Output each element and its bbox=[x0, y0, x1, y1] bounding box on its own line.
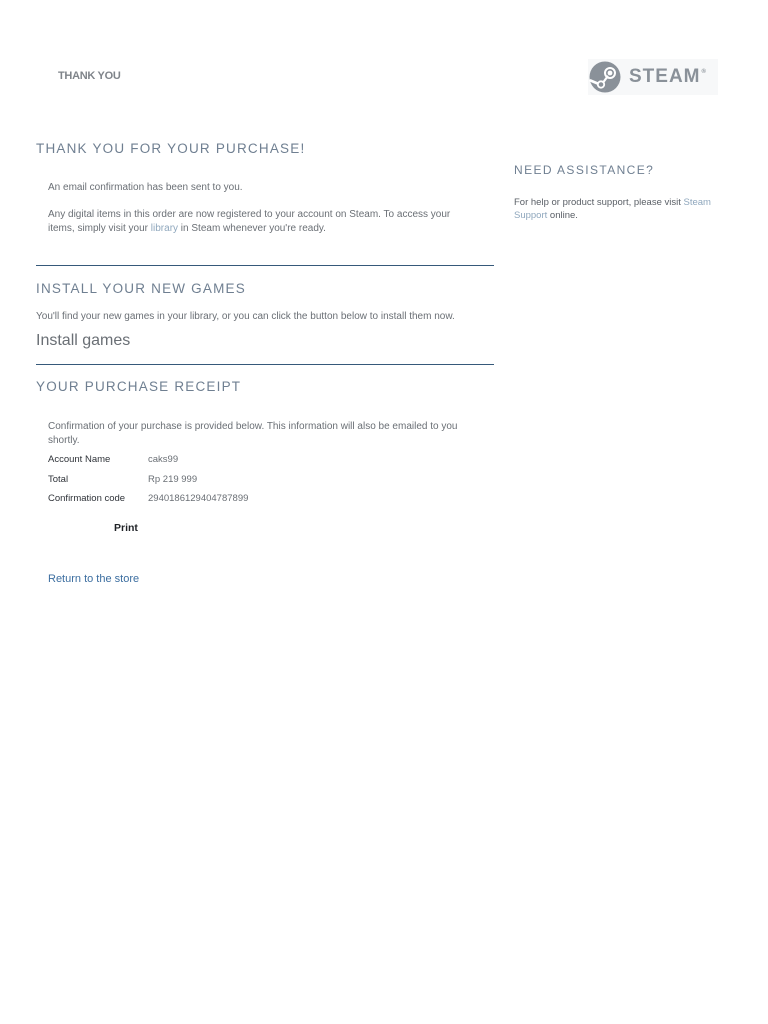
receipt-value: Rp 219 999 bbox=[148, 474, 198, 485]
section-divider bbox=[36, 265, 494, 266]
install-games-heading: INSTALL YOUR NEW GAMES bbox=[36, 281, 246, 296]
receipt-row-account-name bbox=[48, 454, 179, 465]
need-assistance-heading: NEED ASSISTANCE? bbox=[514, 163, 655, 177]
receipt-intro-text: Confirmation of your purchase is provided below. This information will also be emailed to you shortly. bbox=[48, 421, 458, 446]
receipt-value: caks99 bbox=[148, 454, 179, 465]
receipt-value: 2940186129404787899 bbox=[148, 493, 249, 504]
steam-support-link[interactable]: Steam Support bbox=[514, 197, 711, 221]
install-description: You'll find your new games in your library, or you can click the button below to install them now. bbox=[36, 311, 455, 322]
digital-items-text: Any digital items in this order are now registered to your account on Steam. To access your items, simply visit your library in Steam whenever you're ready. bbox=[48, 209, 451, 234]
purchase-receipt-heading: YOUR PURCHASE RECEIPT bbox=[36, 379, 242, 394]
library-link[interactable]: library bbox=[150, 223, 179, 234]
return-to-store-link[interactable]: Return to the store bbox=[48, 573, 140, 585]
steam-logo[interactable] bbox=[588, 59, 718, 95]
receipt-row-total bbox=[48, 474, 198, 485]
receipt-row-confirmation-code bbox=[48, 493, 249, 504]
steam-logo-text: STEAM® bbox=[629, 66, 707, 87]
section-divider bbox=[36, 364, 494, 365]
install-games-button[interactable]: Install games bbox=[36, 332, 131, 349]
receipt-label: Total bbox=[48, 474, 69, 485]
thank-you-heading: THANK YOU FOR YOUR PURCHASE! bbox=[36, 141, 306, 156]
print-button[interactable]: Print bbox=[114, 522, 138, 534]
receipt-label: Confirmation code bbox=[48, 493, 126, 504]
assistance-text: For help or product support, please visit Steam Support online. bbox=[514, 197, 711, 221]
steam-logo-icon bbox=[589, 61, 621, 93]
email-confirmation-text: An email confirmation has been sent to you. bbox=[48, 182, 243, 193]
page-header-title: THANK YOU bbox=[58, 70, 121, 82]
receipt-label: Account Name bbox=[48, 454, 111, 465]
